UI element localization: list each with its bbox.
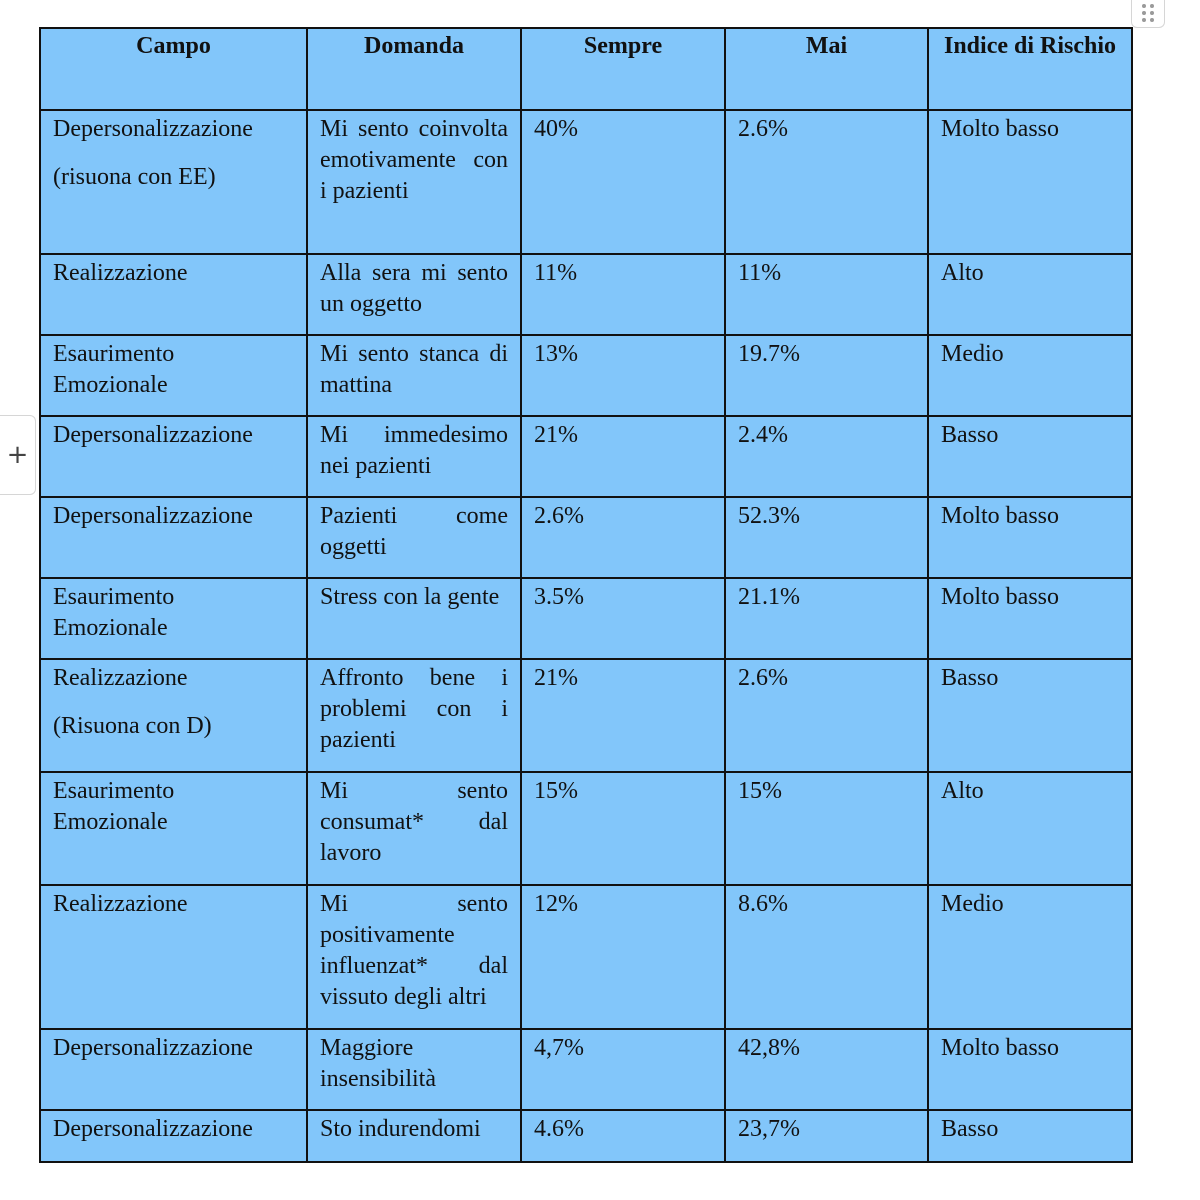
campo-note: (risuona con EE) — [53, 164, 216, 190]
cell-mai: 42,8% — [725, 1029, 928, 1110]
cell-indice: Molto basso — [928, 578, 1132, 659]
header-campo: Campo — [40, 28, 307, 110]
campo-label: Esaurimento Emozionale — [53, 584, 175, 641]
cell-domanda: Mi sento consumat* dal lavoro — [307, 772, 521, 885]
header-mai: Mai — [725, 28, 928, 110]
cell-domanda: Stress con la gente — [307, 578, 521, 659]
campo-note: (Risuona con D) — [53, 713, 212, 739]
cell-campo — [40, 254, 307, 335]
campo-label: Realizzazione — [53, 891, 188, 917]
cell-sempre: 15% — [521, 772, 725, 885]
cell-domanda: Sto indurendomi — [307, 1110, 521, 1162]
cell-domanda: Alla sera mi sento un oggetto — [307, 254, 521, 335]
cell-mai: 2.6% — [725, 659, 928, 772]
cell-domanda: Mi immedesimo nei pazienti — [307, 416, 521, 497]
campo-label: Realizzazione — [53, 665, 188, 691]
cell-campo — [40, 497, 307, 578]
cell-domanda: Affronto bene i problemi con i pazienti — [307, 659, 521, 772]
cell-sempre: 4,7% — [521, 1029, 725, 1110]
cell-sempre: 12% — [521, 885, 725, 1029]
cell-mai: 23,7% — [725, 1110, 928, 1162]
cell-sempre: 4.6% — [521, 1110, 725, 1162]
header-sempre: Sempre — [521, 28, 725, 110]
table-row — [40, 885, 1132, 1029]
cell-campo — [40, 335, 307, 416]
cell-indice: Alto — [928, 254, 1132, 335]
campo-label: Realizzazione — [53, 260, 188, 286]
cell-mai: 11% — [725, 254, 928, 335]
cell-domanda: Mi sento coinvolta emotivamente con i pazienti — [307, 110, 521, 254]
drag-dots-icon[interactable] — [1131, 0, 1165, 28]
campo-label: Depersonalizzazione — [53, 1035, 253, 1061]
cell-mai: 2.4% — [725, 416, 928, 497]
cell-indice: Molto basso — [928, 497, 1132, 578]
table-row — [40, 772, 1132, 885]
plus-icon[interactable]: + — [0, 415, 36, 495]
cell-mai: 8.6% — [725, 885, 928, 1029]
cell-mai: 52.3% — [725, 497, 928, 578]
cell-campo — [40, 416, 307, 497]
campo-label: Depersonalizzazione — [53, 116, 253, 142]
cell-sempre: 40% — [521, 110, 725, 254]
cell-indice: Basso — [928, 1110, 1132, 1162]
cell-mai: 21.1% — [725, 578, 928, 659]
cell-mai: 19.7% — [725, 335, 928, 416]
cell-indice: Alto — [928, 772, 1132, 885]
cell-campo — [40, 1029, 307, 1110]
header-row — [40, 28, 1132, 110]
cell-indice: Basso — [928, 659, 1132, 772]
cell-indice: Medio — [928, 335, 1132, 416]
header-domanda: Domanda — [307, 28, 521, 110]
table-row — [40, 497, 1132, 578]
campo-label: Esaurimento Emozionale — [53, 341, 175, 398]
cell-campo — [40, 885, 307, 1029]
cell-sempre: 2.6% — [521, 497, 725, 578]
cell-campo — [40, 110, 307, 254]
cell-domanda: Pazienti come oggetti — [307, 497, 521, 578]
cell-campo — [40, 772, 307, 885]
table-row — [40, 416, 1132, 497]
cell-campo — [40, 578, 307, 659]
table-row — [40, 1029, 1132, 1110]
cell-sempre: 3.5% — [521, 578, 725, 659]
cell-indice: Molto basso — [928, 1029, 1132, 1110]
campo-label: Depersonalizzazione — [53, 503, 253, 529]
cell-indice: Medio — [928, 885, 1132, 1029]
table-row — [40, 578, 1132, 659]
cell-campo — [40, 659, 307, 772]
risk-table — [39, 27, 1133, 1163]
cell-domanda: Mi sento stanca di mattina — [307, 335, 521, 416]
header-indice: Indice di Rischio — [928, 28, 1132, 110]
table-row — [40, 254, 1132, 335]
cell-mai: 2.6% — [725, 110, 928, 254]
cell-sempre: 13% — [521, 335, 725, 416]
campo-label: Esaurimento Emozionale — [53, 778, 175, 835]
cell-sempre: 11% — [521, 254, 725, 335]
cell-domanda: Maggiore insensibilità — [307, 1029, 521, 1110]
campo-label: Depersonalizzazione — [53, 1116, 253, 1142]
cell-campo — [40, 1110, 307, 1162]
cell-indice: Molto basso — [928, 110, 1132, 254]
table-row — [40, 110, 1132, 254]
table-row — [40, 1110, 1132, 1162]
cell-indice: Basso — [928, 416, 1132, 497]
table-row — [40, 659, 1132, 772]
cell-sempre: 21% — [521, 659, 725, 772]
cell-domanda: Mi sento positivamente influenzat* dal vissuto degli altri — [307, 885, 521, 1029]
cell-sempre: 21% — [521, 416, 725, 497]
campo-label: Depersonalizzazione — [53, 422, 253, 448]
table-row — [40, 335, 1132, 416]
cell-mai: 15% — [725, 772, 928, 885]
